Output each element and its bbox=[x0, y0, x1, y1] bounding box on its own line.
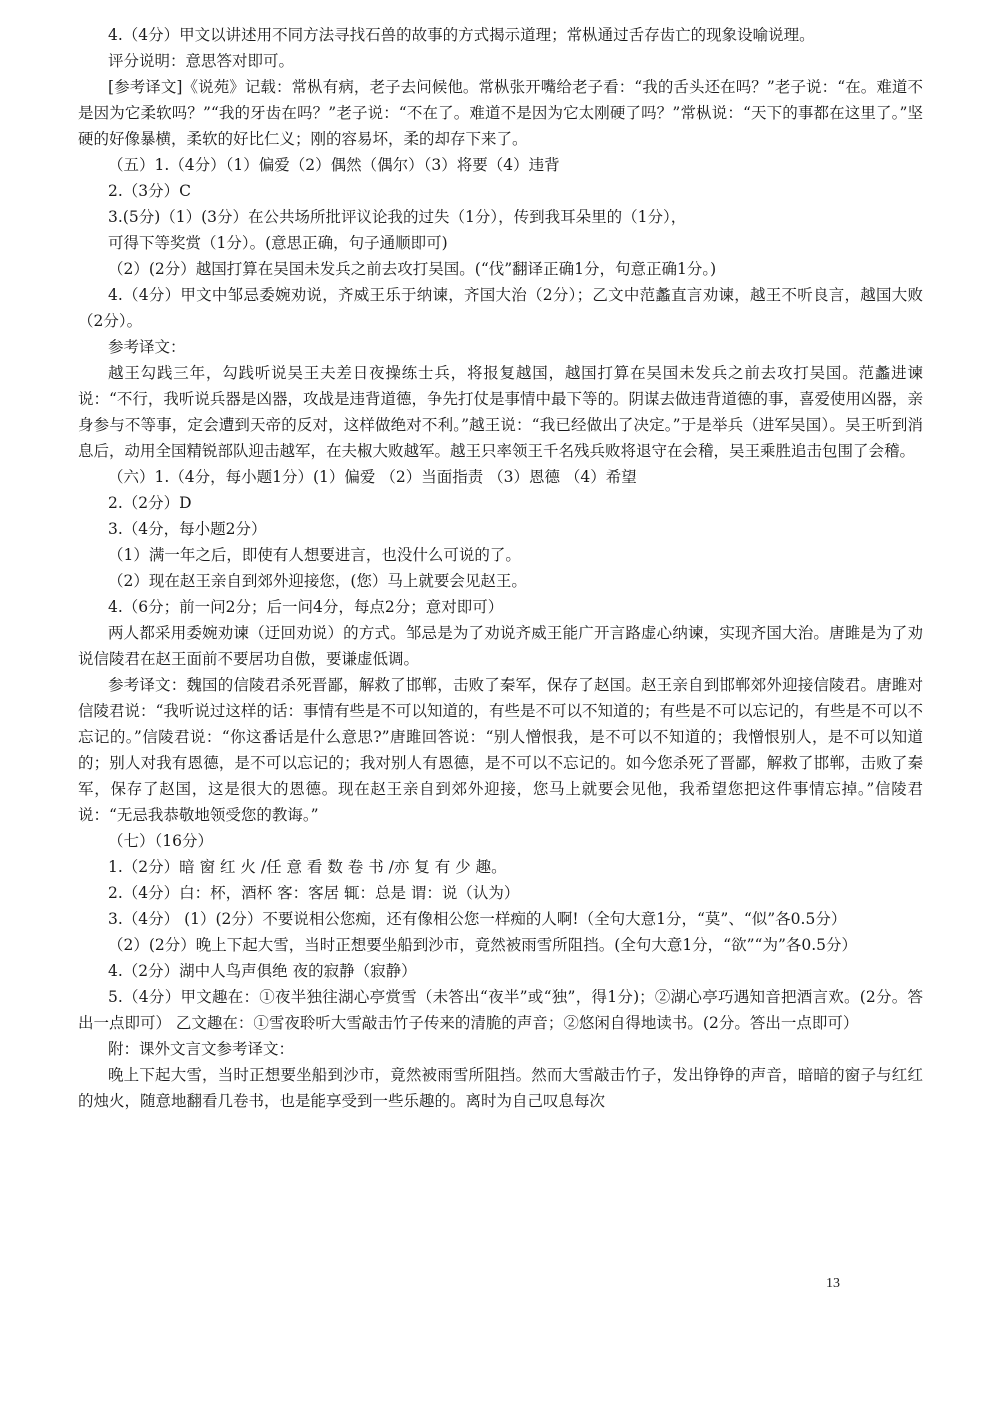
paragraph: （2）(2分）越国打算在吴国未发兵之前去攻打吴国。(“伐”翻译正确1分，句意正确1分。) bbox=[108, 260, 717, 278]
paragraph: （六）1.（4分，每小题1分）(1）偏爱 （2）当面指责 （3）恩德 （4）希望 bbox=[108, 468, 637, 486]
answer-text-body bbox=[78, 22, 923, 1114]
paragraph: 可得下等奖赏（1分）。(意思正确，句子通顺即可) bbox=[108, 234, 448, 252]
paragraph: 3.（4分） (1）(2分）不要说相公您痴，还有像相公您一样痴的人啊!（全句大意1分，“莫”、“似”各0.5分） bbox=[108, 910, 847, 928]
paragraph: 2.（4分）白：杯，酒杯 客：客居 辄：总是 谓：说（认为） bbox=[108, 884, 520, 902]
paragraph: 两人都采用委婉劝谏（迂回劝说）的方式。邹忌是为了劝说齐威王能广开言路虚心纳谏，实现齐国大治。唐雎是为了劝说信陵君在赵王面前不要居功自傲，要谦虚低调。 bbox=[78, 624, 923, 668]
paragraph: 4.（4分）甲文以讲述用不同方法寻找石兽的故事的方式揭示道理；常枞通过舌存齿亡的现象设喻说理。 bbox=[108, 26, 815, 44]
paragraph: 3.(5分)（1）(3分）在公共场所批评议论我的过失（1分），传到我耳朵里的（1分）， bbox=[108, 208, 687, 226]
paragraph: （1）满一年之后，即使有人想要进言，也没什么可说的了。 bbox=[108, 546, 521, 564]
paragraph: 5.（4分）甲文趣在：①夜半独往湖心亭赏雪（未答出“夜半”或“独”，得1分)；②湖心亭巧遇知音把酒言欢。(2分。答出一点即可） 乙文趣在：①雪夜聆听大雪敲击竹子传来的清脆的声音；②悠闲自得地读书。(2分。答出一点即可） bbox=[78, 988, 923, 1032]
paragraph: 参考译文：魏国的信陵君杀死晋鄙，解救了邯郸，击败了秦军，保存了赵国。赵王亲自到邯郸郊外迎接信陵君。唐雎对信陵君说：“我听说过这样的话：事情有些是不可以知道的，有些是不可以不知道的；有些是不可以忘记的，有些是不可以不忘记的。”信陵君说：“你这番话是什么意思?”唐雎回答说：“别人憎恨我，是不可以不知道的；我憎恨别人，是不可以知道的；别人对我有恩德，是不可以忘记的；我对别人有恩德，是不可以不忘记的。如今您杀死了晋鄙，解救了邯郸，击败了秦军，保存了赵国，这是很大的恩德。现在赵王亲自到郊外迎接，您马上就要会见他，我希望您把这件事情忘掉。”信陵君说：“无忌我恭敬地领受您的教诲。” bbox=[78, 676, 923, 824]
paragraph: 4.（4分）甲文中邹忌委婉劝说，齐威王乐于纳谏，齐国大治（2分）；乙文中范蠡直言劝谏，越王不听良言，越国大败（2分）。 bbox=[78, 286, 923, 330]
page-number: 13 bbox=[826, 1276, 840, 1291]
paragraph: 2.（2分）D bbox=[108, 494, 192, 512]
paragraph: [参考译文]《说苑》记载：常枞有病，老子去问候他。常枞张开嘴给老子看：“我的舌头还在吗？”老子说：“在。难道不是因为它柔软吗？”“我的牙齿在吗？”老子说：“不在了。难道不是因为它太刚硬了吗？”常枞说：“天下的事都在这里了。”坚硬的好像暴横，柔软的好比仁义；刚的容易坏，柔的却存下来了。 bbox=[78, 78, 923, 148]
paragraph: 1.（2分）暗 窗 红 火 /任 意 看 数 卷 书 /亦 复 有 少 趣。 bbox=[108, 858, 507, 876]
paragraph: 晚上下起大雪，当时正想要坐船到沙市，竟然被雨雪所阻挡。然而大雪敲击竹子，发出铮铮的声音，暗暗的窗子与红红的烛火，随意地翻看几卷书，也是能享受到一些乐趣的。离时为自己叹息每次 bbox=[78, 1066, 923, 1110]
paragraph: 2.（3分）C bbox=[108, 182, 192, 200]
paragraph: 4.（6分；前一问2分；后一问4分，每点2分；意对即可） bbox=[108, 598, 504, 616]
paragraph: 越王勾践三年，勾践听说吴王夫差日夜操练士兵，将报复越国，越国打算在吴国未发兵之前去攻打吴国。范蠡进谏说：“不行，我听说兵器是凶器，攻战是违背道德，争先打仗是事情中最下等的。阴谋去做违背道德的事，喜爱使用凶器，亲身参与不等事，定会遭到天帝的反对，这样做绝对不利。”越王说：“我已经做出了决定。”于是举兵（进军吴国）。吴王听到消息后，动用全国精锐部队迎击越军，在夫椒大败越军。越王只率领王千名残兵败将退守在会稽，吴王乘胜追击包围了会稽。 bbox=[78, 364, 923, 460]
paragraph: （2）(2分）晚上下起大雪，当时正想要坐船到沙市，竟然被雨雪所阻挡。(全句大意1分，“欲”“为”各0.5分） bbox=[108, 936, 858, 954]
paragraph: 评分说明：意思答对即可。 bbox=[108, 52, 295, 70]
paragraph: （2）现在赵王亲自到郊外迎接您，(您）马上就要会见赵王。 bbox=[108, 572, 527, 590]
paragraph: 3.（4分，每小题2分） bbox=[108, 520, 267, 538]
paragraph: （五）1.（4分）（1）偏爱（2）偶然（偶尔）（3）将要（4）违背 bbox=[108, 156, 560, 174]
paragraph: 附：课外文言文参考译文： bbox=[108, 1040, 295, 1058]
paragraph: （七）（16分） bbox=[108, 832, 213, 850]
paragraph: 参考译文： bbox=[108, 338, 186, 356]
paragraph: 4.（2分）湖中人鸟声俱绝 夜的寂静（寂静） bbox=[108, 962, 417, 980]
